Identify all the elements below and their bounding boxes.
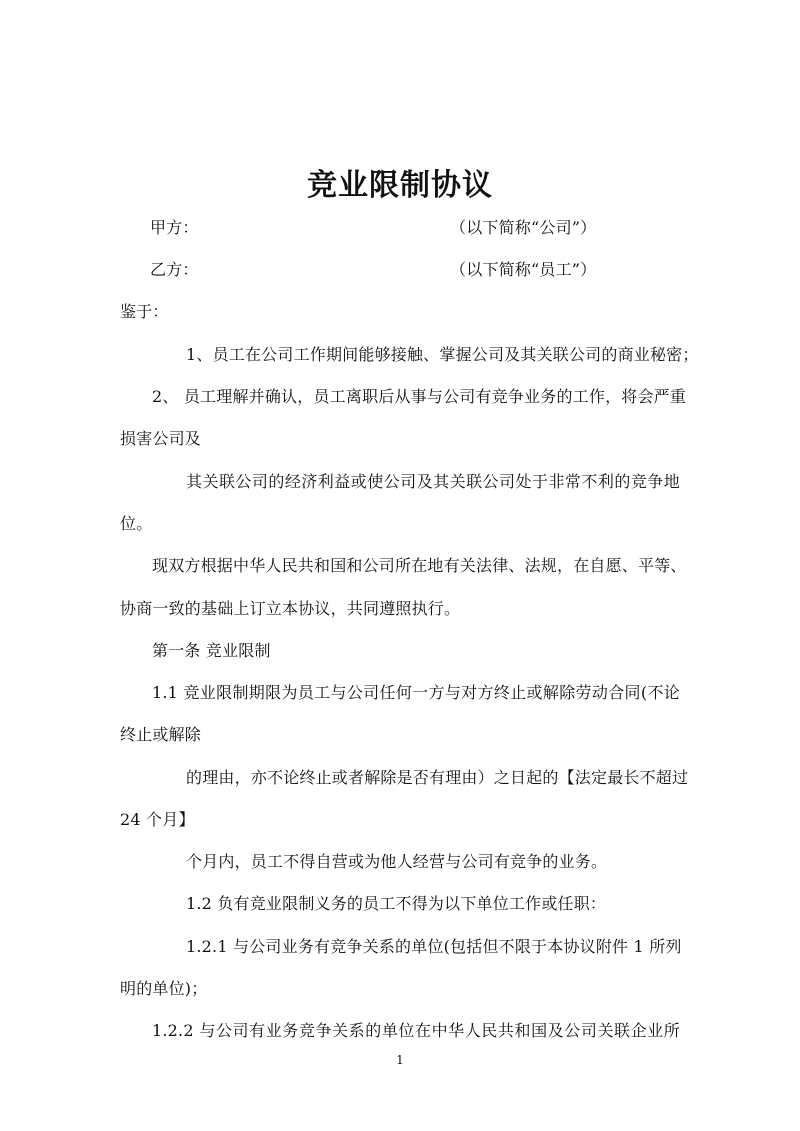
body-line-3: 损害公司及 (120, 429, 202, 448)
party-a-alias: （以下简称“公司”） (450, 218, 597, 237)
page-number: 1 (396, 1053, 404, 1067)
whereas-heading: 鉴于： (120, 302, 169, 321)
article-1-heading: 第一条 竞业限制 (152, 641, 271, 660)
body-line-9: 1.1 竞业限制期限为员工与公司任何一方与对方终止或解除劳动合同(不论 (152, 683, 680, 702)
body-line-10: 终止或解除 (120, 725, 202, 744)
body-line-1: 1、员工在公司工作期间能够接触、掌握公司及其关联公司的商业秘密； (186, 345, 699, 364)
party-b-alias: （以下简称“员工”） (450, 260, 597, 279)
body-line-4: 其关联公司的经济利益或使公司及其关联公司处于非常不利的竞争地 (186, 472, 680, 491)
body-line-13: 个月内，员工不得自营或为他人经营与公司有竞争的业务。 (186, 852, 608, 871)
party-b-label: 乙方： (150, 260, 199, 279)
body-line-2: 2、 员工理解并确认，员工离职后从事与公司有竞争业务的工作，将会严重 (152, 387, 687, 406)
body-line-6: 现双方根据中华人民共和国和公司所在地有关法律、法规，在自愿、平等、 (152, 556, 687, 575)
body-line-17: 1.2.2 与公司有业务竞争关系的单位在中华人民共和国及公司关联企业所 (152, 1021, 680, 1040)
party-a-label: 甲方： (150, 218, 199, 237)
body-line-15: 1.2.1 与公司业务有竞争关系的单位(包括但不限于本协议附件 1 所列 (186, 937, 682, 956)
body-line-11: 的理由，亦不论终止或者解除是否有理由）之日起的【法定最长不超过 (186, 768, 689, 787)
body-line-5: 位。 (120, 514, 153, 533)
body-line-16: 明的单位)； (120, 979, 208, 998)
body-line-14: 1.2 负有竞业限制义务的员工不得为以下单位工作或任职： (186, 894, 607, 913)
body-line-12: 24 个月】 (120, 810, 195, 829)
document-title: 竞业限制协议 (307, 168, 493, 203)
body-line-7: 协商一致的基础上订立本协议，共同遵照执行。 (120, 599, 461, 618)
